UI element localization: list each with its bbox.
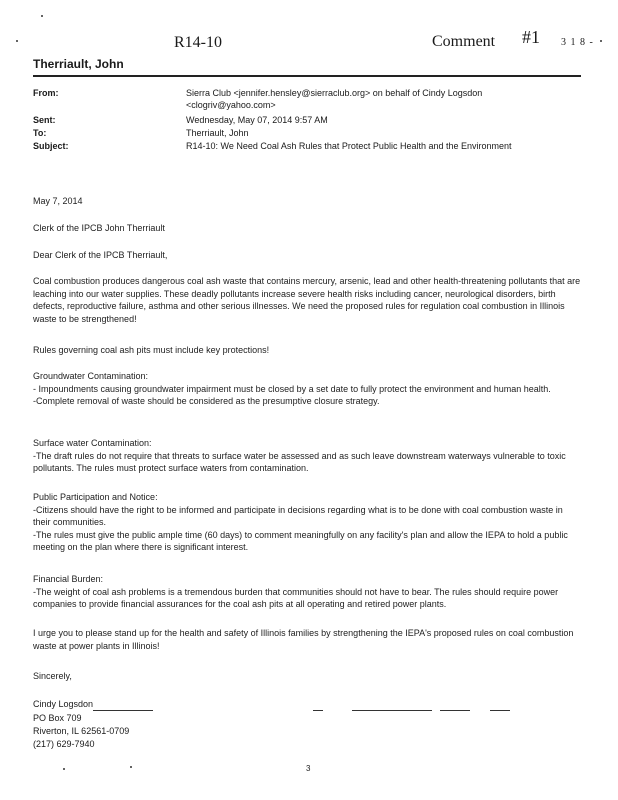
section-surface-water (33, 437, 581, 475)
to-value: Therriault, John (186, 128, 249, 138)
section-line: -The rules must give the public ample time (60 days) to comment meaningfully on any facility's plan and allow the IEPA to hold a public meeting on the plan where there is significant interest. (33, 529, 568, 552)
section-groundwater (33, 370, 581, 408)
section-financial-burden (33, 573, 581, 611)
section-line: -Complete removal of waste should be considered as the presumptive closure strategy. (33, 396, 380, 406)
section-line: -Citizens should have the right to be informed and participate in decisions regarding what is to be done with coal combustion waste in their communities. (33, 504, 563, 527)
mailbox-owner: Therriault, John (33, 57, 124, 71)
scan-mark (352, 710, 432, 711)
letter-date: May 7, 2014 (33, 196, 83, 206)
valediction: Sincerely, (33, 671, 72, 681)
comment-label: Comment (432, 33, 496, 50)
signature-address-line-2: Riverton, IL 62561-0709 (33, 726, 130, 736)
scan-mark (313, 710, 323, 711)
to-label: To: (33, 128, 47, 138)
subject-label: Subject: (33, 141, 69, 151)
docket-number: R14-10 (174, 34, 222, 51)
section-heading: Surface water Contamination: (33, 438, 152, 448)
section-heading: Public Participation and Notice: (33, 492, 158, 502)
from-label: From: (33, 88, 59, 98)
scan-mark (490, 710, 510, 711)
from-address: <clogriv@yahoo.com> (186, 100, 276, 110)
scan-speck (41, 15, 43, 17)
closing-request: I urge you to please stand up for the health and safety of Illinois families by strengthening the IEPA's proposed rules on coal combustion waste at power plants in Illinois! (33, 628, 574, 651)
letter-intro: Coal combustion produces dangerous coal ash waste that contains mercury, arsenic, lead and other health-threatening pollutants that are leaching into our water supplies. These deadly pollutants increase severe health risks including cancer, neurological disorders, birth defects, reproductive failure, asthma and other serious illnesses. We need the proposed rules for regulation coal combustion in Illinois waste to be strengthened! (33, 276, 581, 324)
scan-speck (63, 768, 65, 770)
signature-name: Cindy Logsdon (33, 699, 94, 709)
rules-intro: Rules governing coal ash pits must include key protections! (33, 345, 270, 355)
sequence-number: 3 1 8 - (561, 37, 594, 48)
section-heading: Financial Burden: (33, 574, 104, 584)
signature-phone: (217) 629-7940 (33, 739, 95, 749)
scan-speck (130, 766, 132, 768)
scan-mark (440, 710, 470, 711)
header-divider (33, 75, 581, 77)
signature-address-line-1: PO Box 709 (33, 713, 82, 723)
scan-speck (600, 40, 602, 42)
section-line: - Impoundments causing groundwater impairment must be closed by a set date to fully protect the environment and human health. (33, 383, 551, 394)
comment-number: #1 (522, 27, 540, 47)
letter-addressee: Clerk of the IPCB John Therriault (33, 223, 165, 233)
from-sender: Sierra Club <jennifer.hensley@sierraclub.org> on behalf of Cindy Logsdon (186, 88, 483, 98)
signature-underline (93, 710, 153, 711)
section-line: -The draft rules do not require that threats to surface water be assessed and as such leave downstream waterways vulnerable to toxic pollutants. The rules must protect surface waters from contamination. (33, 450, 566, 473)
scan-speck (16, 40, 18, 42)
from-value (186, 87, 581, 111)
section-line: -The weight of coal ash problems is a tremendous burden that communities should not have to bear. The rules should require power companies to provide financial assurances for the coal ash pits at all operating and retired power plants. (33, 586, 559, 609)
sent-label: Sent: (33, 115, 56, 125)
section-public-participation (33, 491, 581, 554)
letter-salutation: Dear Clerk of the IPCB Therriault, (33, 250, 168, 260)
page-number: 3 (306, 764, 311, 773)
section-heading: Groundwater Contamination: (33, 371, 149, 381)
sent-value: Wednesday, May 07, 2014 9:57 AM (186, 115, 328, 125)
subject-value: R14-10: We Need Coal Ash Rules that Protect Public Health and the Environment (186, 141, 512, 151)
